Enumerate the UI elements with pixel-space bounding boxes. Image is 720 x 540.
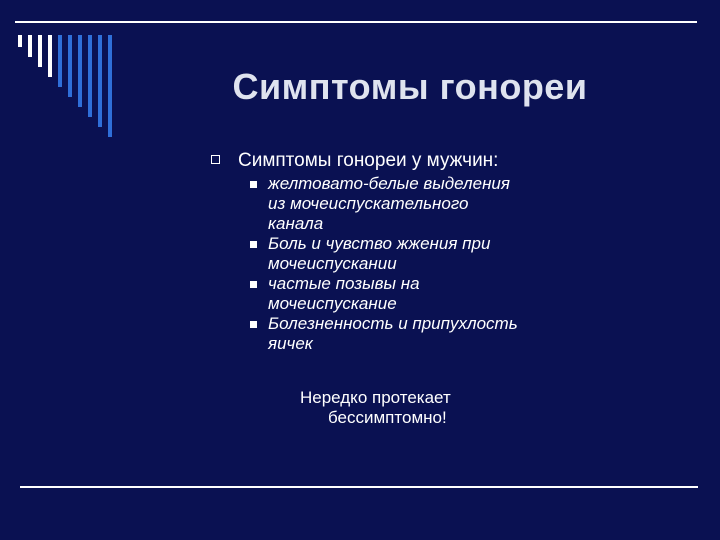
filled-square-bullet-icon	[250, 181, 257, 188]
decorative-bar	[78, 35, 82, 107]
sub-bullet-line: Болезненность и припухлость	[268, 314, 518, 333]
filled-square-bullet-icon	[250, 241, 257, 248]
decorative-bar	[48, 35, 52, 77]
decorative-bar	[98, 35, 102, 127]
sub-bullet-line: мочеиспускании	[268, 254, 397, 273]
sub-bullet-list	[208, 174, 608, 354]
sub-bullet-line: Боль и чувство жжения при	[268, 234, 491, 253]
sub-bullet-line: частые позывы на	[268, 274, 420, 293]
filled-square-bullet-icon	[250, 321, 257, 328]
bottom-divider	[20, 486, 698, 488]
decorative-bar	[68, 35, 72, 97]
main-bullet	[208, 150, 608, 172]
note-line: бессимптомно!	[328, 408, 447, 427]
sub-bullet-line: яичек	[268, 334, 313, 353]
sub-bullet-2	[238, 234, 568, 274]
sub-bullet-4	[238, 314, 568, 354]
filled-square-bullet-icon	[250, 281, 257, 288]
decorative-bars	[0, 0, 130, 160]
decorative-bar	[28, 35, 32, 57]
sub-bullet-line: мочеиспускание	[268, 294, 397, 313]
sub-bullet-1	[238, 174, 568, 234]
note-line: Нередко протекает	[300, 388, 451, 407]
bullet-content	[208, 150, 608, 354]
decorative-bar	[58, 35, 62, 87]
hollow-square-bullet-icon	[211, 155, 220, 164]
main-bullet-text: Симптомы гонореи у мужчин:	[238, 150, 499, 171]
decorative-bar	[108, 35, 112, 137]
decorative-bar	[18, 35, 22, 47]
sub-bullet-line: из мочеиспускательного	[268, 194, 469, 213]
decorative-bar	[88, 35, 92, 117]
slide-title: Симптомы гонореи	[232, 66, 588, 107]
sub-bullet-line: канала	[268, 214, 324, 233]
sub-bullet-line: желтовато-белые выделения	[268, 174, 510, 193]
sub-bullet-3	[238, 274, 568, 314]
decorative-bar	[38, 35, 42, 67]
note-text	[300, 388, 520, 428]
